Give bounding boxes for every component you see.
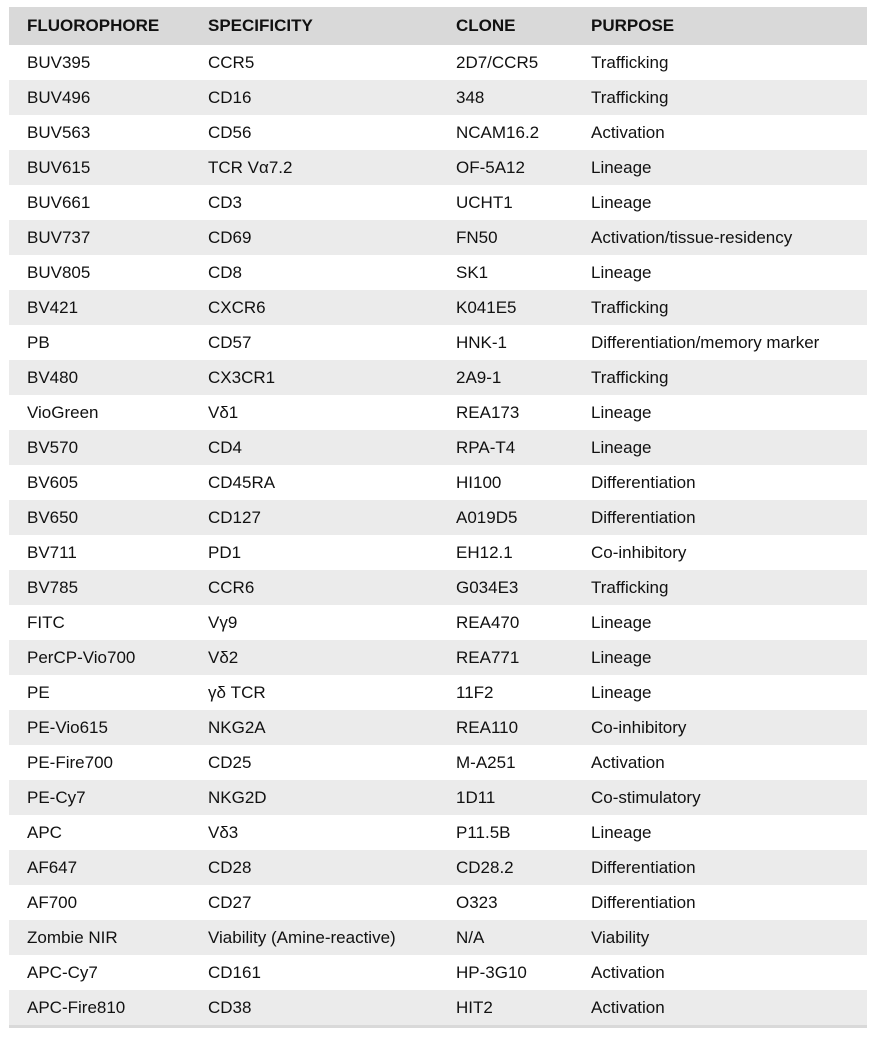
specificity-cell: CX3CR1 [208,367,276,387]
purpose-cell: Activation [591,997,665,1017]
table-row [9,185,867,220]
specificity-cell: NKG2D [208,787,267,807]
fluorophore-cell: PB [27,332,50,352]
fluorophore-cell: PE-Fire700 [27,752,113,772]
table-row [9,500,867,535]
clone-cell: CD28.2 [456,857,514,877]
clone-cell: HI100 [456,472,502,492]
specificity-cell: CD69 [208,227,252,247]
purpose-cell: Lineage [591,262,652,282]
purpose-cell: Differentiation [591,892,696,912]
table-row [9,745,867,780]
table-row [9,640,867,675]
clone-cell: FN50 [456,227,498,247]
table-row [9,45,867,80]
fluorophore-cell: BUV805 [27,262,91,282]
table-row [9,290,867,325]
specificity-cell: CD4 [208,437,243,457]
table-row [9,360,867,395]
table-row [9,850,867,885]
fluorophore-cell: Zombie NIR [27,927,118,947]
clone-cell: HNK-1 [456,332,508,352]
fluorophore-cell: PerCP-Vio700 [27,647,136,667]
specificity-cell: PD1 [208,542,242,562]
fluorophore-cell: APC-Cy7 [27,962,98,982]
fluorophore-cell: APC [27,822,62,842]
table-body [9,45,867,1025]
purpose-cell: Differentiation [591,507,696,527]
fluorophore-panel-table [9,7,867,1028]
clone-cell: 1D11 [456,787,496,807]
clone-cell: N/A [456,927,485,947]
specificity-cell: CD8 [208,262,243,282]
clone-cell: G034E3 [456,577,519,597]
purpose-cell: Activation/tissue-residency [591,227,793,247]
specificity-cell: Vδ3 [208,822,239,842]
table-row [9,220,867,255]
table-row [9,990,867,1025]
fluorophore-cell: BV480 [27,367,79,387]
specificity-cell: Vδ2 [208,647,239,667]
specificity-cell: CD27 [208,892,252,912]
specificity-cell: CD57 [208,332,252,352]
purpose-cell: Trafficking [591,577,669,597]
fluorophore-cell: PE [27,682,50,702]
specificity-cell: CD25 [208,752,252,772]
fluorophore-cell: BV605 [27,472,79,492]
header-specificity: SPECIFICITY [208,16,313,35]
purpose-cell: Activation [591,122,665,142]
header-purpose: PURPOSE [591,16,675,35]
purpose-cell: Co-stimulatory [591,787,701,807]
clone-cell: EH12.1 [456,542,513,562]
purpose-cell: Lineage [591,822,652,842]
fluorophore-cell: BUV661 [27,192,91,212]
table-row [9,605,867,640]
table-row [9,115,867,150]
purpose-cell: Trafficking [591,52,669,72]
clone-cell: REA470 [456,612,520,632]
table-row [9,150,867,185]
table-row [9,780,867,815]
table-row [9,920,867,955]
fluorophore-cell: FITC [27,612,65,632]
purpose-cell: Activation [591,752,665,772]
specificity-cell: CD161 [208,962,261,982]
purpose-cell: Lineage [591,192,652,212]
specificity-cell: CXCR6 [208,297,266,317]
purpose-cell: Lineage [591,612,652,632]
clone-cell: REA173 [456,402,520,422]
purpose-cell: Trafficking [591,367,669,387]
clone-cell: SK1 [456,262,489,282]
specificity-cell: TCR Vα7.2 [208,157,293,177]
table-row [9,535,867,570]
purpose-cell: Differentiation [591,857,696,877]
table-row [9,255,867,290]
specificity-cell: Viability (Amine-reactive) [208,927,396,947]
specificity-cell: CCR5 [208,52,255,72]
clone-cell: NCAM16.2 [456,122,540,142]
clone-cell: REA110 [456,717,519,737]
clone-cell: HIT2 [456,997,493,1017]
purpose-cell: Differentiation [591,472,696,492]
specificity-cell: CD127 [208,507,261,527]
fluorophore-cell: BUV496 [27,87,91,107]
fluorophore-cell: BUV737 [27,227,91,247]
purpose-cell: Activation [591,962,665,982]
purpose-cell: Lineage [591,402,652,422]
specificity-cell: CD38 [208,997,252,1017]
clone-cell: UCHT1 [456,192,513,212]
clone-cell: 2D7/CCR5 [456,52,539,72]
fluorophore-cell: AF647 [27,857,78,877]
clone-cell: REA771 [456,647,520,667]
purpose-cell: Lineage [591,157,652,177]
table-row [9,885,867,920]
clone-cell: P11.5B [456,822,511,842]
fluorophore-cell: BUV395 [27,52,91,72]
table-row [9,395,867,430]
specificity-cell: CD28 [208,857,252,877]
fluorophore-cell: BV711 [27,542,77,562]
purpose-cell: Co-inhibitory [591,717,687,737]
clone-cell: 11F2 [456,682,494,702]
fluorophore-cell: BV570 [27,437,79,457]
table-row [9,675,867,710]
clone-cell: RPA-T4 [456,437,516,457]
clone-cell: O323 [456,892,498,912]
clone-cell: OF-5A12 [456,157,525,177]
purpose-cell: Viability [591,927,650,947]
header-fluorophore: FLUOROPHORE [27,16,160,35]
table-row [9,570,867,605]
clone-cell: 348 [456,87,485,107]
fluorophore-cell: AF700 [27,892,78,912]
purpose-cell: Trafficking [591,297,669,317]
specificity-cell: CCR6 [208,577,255,597]
clone-cell: M-A251 [456,752,516,772]
fluorophore-cell: VioGreen [27,402,99,422]
specificity-cell: Vγ9 [208,612,238,632]
table-row [9,710,867,745]
purpose-cell: Lineage [591,647,652,667]
purpose-cell: Co-inhibitory [591,542,687,562]
specificity-cell: NKG2A [208,717,266,737]
fluorophore-cell: BV650 [27,507,79,527]
fluorophore-cell: BUV563 [27,122,91,142]
fluorophore-cell: BV421 [27,297,79,317]
specificity-cell: CD16 [208,87,252,107]
table-row [9,815,867,850]
clone-cell: A019D5 [456,507,518,527]
specificity-cell: CD56 [208,122,252,142]
specificity-cell: Vδ1 [208,402,239,422]
table-row [9,430,867,465]
specificity-cell: CD45RA [208,472,276,492]
fluorophore-cell: BV785 [27,577,79,597]
clone-cell: 2A9-1 [456,367,502,387]
specificity-cell: CD3 [208,192,243,212]
table-row [9,465,867,500]
fluorophore-cell: APC-Fire810 [27,997,126,1017]
fluorophore-cell: PE-Vio615 [27,717,108,737]
fluorophore-cell: PE-Cy7 [27,787,86,807]
table-row [9,955,867,990]
purpose-cell: Lineage [591,682,652,702]
table-row [9,80,867,115]
clone-cell: K041E5 [456,297,517,317]
specificity-cell: γδ TCR [208,682,266,702]
fluorophore-cell: BUV615 [27,157,91,177]
header-clone: CLONE [456,16,516,35]
table-header-row [9,7,867,45]
purpose-cell: Trafficking [591,87,669,107]
purpose-cell: Differentiation/memory marker [591,332,820,352]
purpose-cell: Lineage [591,437,652,457]
table-row [9,325,867,360]
clone-cell: HP-3G10 [456,962,527,982]
